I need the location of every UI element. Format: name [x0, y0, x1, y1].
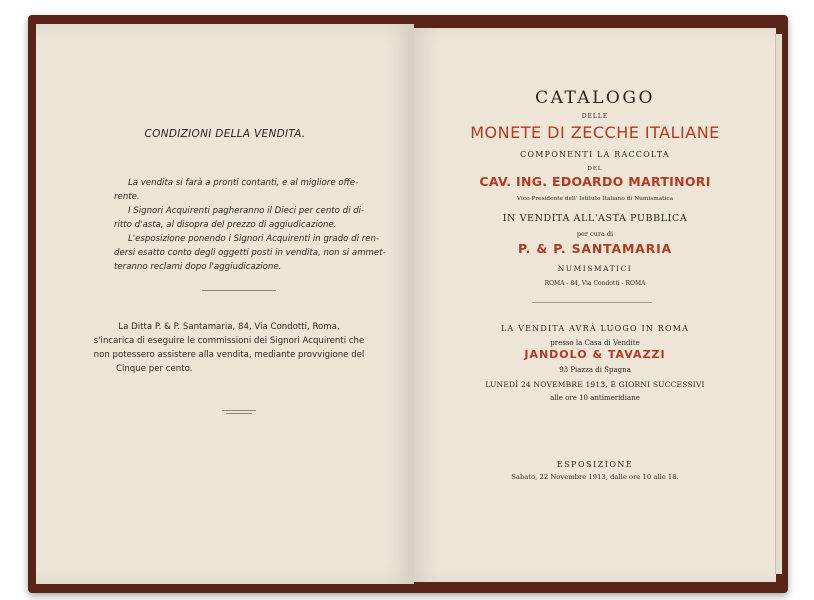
auction-house: JANDOLO & TAVAZZI — [524, 348, 666, 361]
main-title: MONETE DI ZECCHE ITALIANE — [470, 123, 720, 142]
left-page — [36, 24, 414, 584]
per-cura-text: per cura di — [576, 230, 614, 238]
divider — [202, 290, 276, 291]
house-address: 93 Piazza di Spagna — [559, 366, 631, 374]
auction-date: LUNEDÌ 24 NOVEMBRE 1913, E GIORNI SUCCESSIVI — [485, 380, 705, 389]
commission-line: Cinque per cento. — [116, 364, 193, 374]
esposizione-date: Sabato, 22 Novembre 1913, dalle ore 10 alle 18. — [511, 473, 679, 481]
dealer-address: ROMA - 84, Via Condotti - ROMA — [544, 280, 646, 287]
conditions-line: ritto d'asta, al disopra del prezzo di aggiudicazione. — [114, 220, 337, 230]
dealer-name: P. & P. SANTAMARIA — [517, 241, 673, 256]
esposizione-heading: ESPOSIZIONE — [556, 460, 634, 469]
commission-line: s'incarica di eseguire le commissioni dei Signori Acquirenti che — [93, 336, 365, 346]
componenti-text: COMPONENTI LA RACCOLTA — [520, 150, 670, 159]
conditions-line: teranno reclami dopo l'aggiudicazione. — [114, 262, 282, 272]
owner-role: Vice-Presidente dell' Istituto Italiano di Numismatica — [516, 196, 674, 202]
conditions-line: rente. — [114, 192, 140, 202]
conditions-line: dersi esatto conto degli oggetti posti in vendita, non si ammet- — [114, 248, 386, 258]
commission-line: La Ditta P. & P. Santamaria, 84, Via Condotti, Roma, — [118, 322, 340, 332]
vendita-text: IN VENDITA ALL'ASTA PUBBLICA — [502, 213, 688, 224]
commission-line: non potessero assistere alla vendita, mediante provvigione del — [93, 350, 365, 360]
conditions-line: La vendita si farà a pronti contanti, e al migliore offe- — [128, 178, 359, 188]
right-page — [414, 28, 776, 582]
presso-text: presso la Casa di Vendite — [550, 339, 640, 347]
auction-time: alle ore 10 antimeridiane — [550, 394, 640, 402]
divider — [532, 302, 652, 303]
conditions-line: I Signori Acquirenti pagheranno il Dieci per cento di di- — [128, 206, 365, 216]
del-text: DEL — [587, 166, 603, 172]
divider — [222, 410, 256, 411]
conditions-line: L'esposizione ponendo i Signori Acquirenti in grado di ren- — [128, 234, 380, 244]
owner-name: CAV. ING. EDOARDO MARTINORI — [479, 174, 711, 189]
delle-text: DELLE — [581, 113, 609, 120]
luogo-text: LA VENDITA AVRÀ LUOGO IN ROMA — [500, 324, 690, 333]
numismatici-text: NUMISMATICI — [557, 264, 633, 273]
page-edges — [775, 34, 782, 574]
catalogo-title: CATALOGO — [535, 88, 655, 108]
divider — [226, 413, 252, 414]
conditions-heading: CONDIZIONI DELLA VENDITA. — [144, 128, 306, 140]
